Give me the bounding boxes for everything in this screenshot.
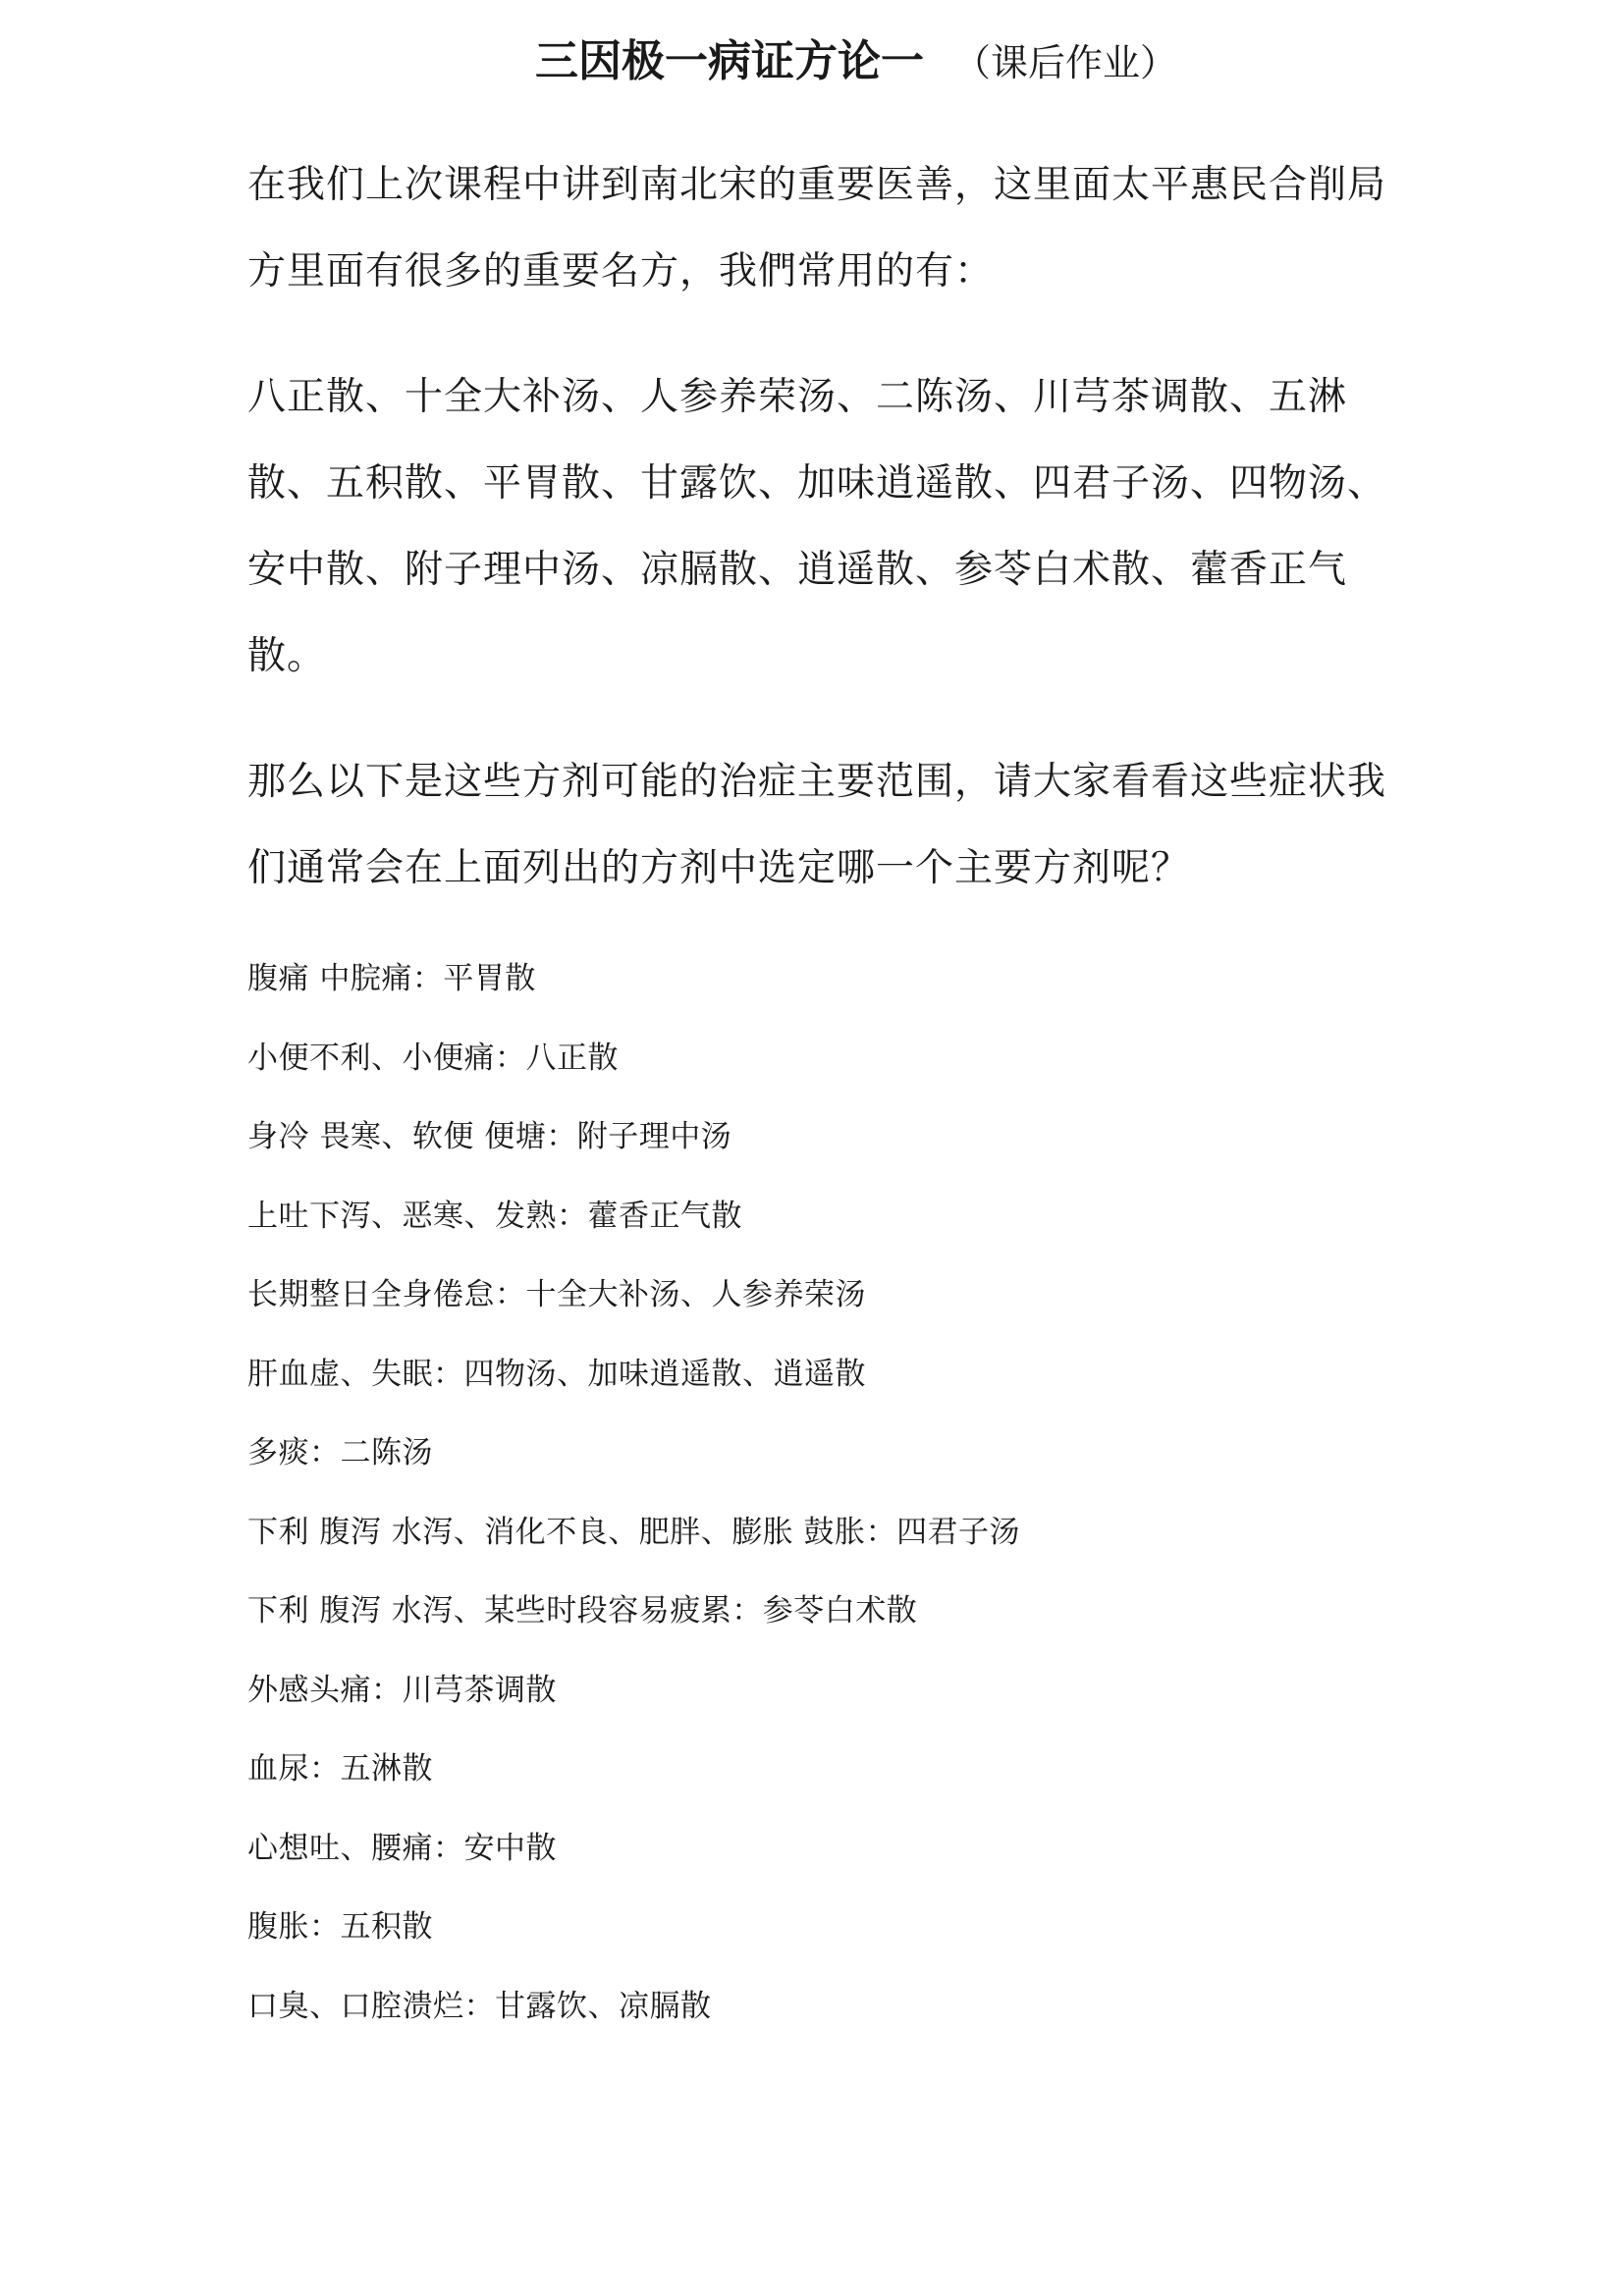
answer-separator: ： [557,1198,588,1234]
answer-item [247,1967,1386,2047]
formula-text: 四君子汤 [896,1514,1021,1550]
answer-item [247,1335,1386,1415]
answer-item [247,1177,1386,1256]
answer-separator: ： [546,1119,577,1154]
formula-text: 二陈汤 [340,1435,433,1470]
answer-item [247,1019,1386,1098]
symptom-text: 身冷 畏寒、软便 便塘 [247,1119,547,1154]
formula-text: 安中散 [463,1830,557,1866]
formula-text: 十全大补汤、人参养荣汤 [525,1277,866,1312]
answer-item [247,1414,1386,1493]
document-body [247,142,1386,2046]
answer-separator: ： [433,1356,464,1392]
symptom-text: 下利 腹泻 水泻、消化不良、肥胖、膨胀 鼓胀 [247,1514,866,1550]
answer-separator: ： [309,1751,341,1787]
formula-text: 附子理中汤 [576,1119,732,1154]
formula-text: 藿香正气散 [587,1198,742,1234]
page-title [0,27,1624,97]
symptom-text: 多痰 [247,1435,309,1470]
answer-item [247,1255,1386,1335]
symptom-text: 长期整日全身倦怠 [247,1277,495,1312]
symptom-text: 腹胀 [247,1909,309,1945]
answer-separator: ： [865,1514,897,1550]
formula-text: 四物汤、加味逍遥散、逍遥散 [463,1356,866,1392]
formula-text: 川芎茶调散 [402,1672,557,1708]
symptom-text: 腹痛 中脘痛 [247,961,412,996]
answer-item [247,1809,1386,1889]
answer-separator: ： [371,1672,403,1708]
answer-item [247,1493,1386,1573]
symptom-text: 上吐下泻、恶寒、发熟 [247,1198,557,1234]
answer-separator: ： [731,1593,763,1629]
formula-text: 甘露饮、凉膈散 [495,1988,712,2024]
formula-list-paragraph: 八正散、十全大补汤、人参养荣汤、二陈汤、川芎茶调散、五淋散、五积散、平胃散、甘露饮、加味逍遥散、四君子汤、四物汤、安中散、附子理中汤、凉膈散、逍遥散、参苓白术散、藿香正气散。 [247,375,1387,678]
title-main: 三因极一病证方论一 [534,36,924,86]
formula-text: 八正散 [525,1040,619,1076]
question-paragraph: 那么以下是这些方剂可能的治症主要范围，请大家看看这些症状我们通常会在上面列出的方剂中选定哪一个主要方剂呢？ [247,760,1387,890]
answer-separator: ： [433,1830,464,1866]
answer-separator: ： [463,1988,495,2024]
answer-item [247,1888,1386,1967]
formula-text: 五积散 [340,1909,433,1945]
formula-text: 参苓白术散 [762,1593,918,1629]
answer-separator: ： [495,1040,526,1076]
answer-item [247,1730,1386,1809]
symptom-text: 小便不利、小便痛 [247,1040,495,1076]
formula-text: 平胃散 [443,961,536,996]
answer-item [247,1097,1386,1177]
symptom-text: 外感头痛 [247,1672,371,1708]
answer-separator: ： [411,961,444,996]
answer-item [247,1651,1386,1731]
title-suffix: （课后作业） [952,41,1177,84]
formula-text: 五淋散 [340,1751,433,1787]
symptom-text: 口臭、口腔溃烂 [247,1988,464,2024]
symptom-text: 血尿 [247,1751,309,1787]
symptom-text: 肝血虚、失眠 [247,1356,433,1392]
symptom-text: 心想吐、腰痛 [247,1830,433,1866]
answer-separator: ： [309,1435,341,1470]
answer-list [247,939,1386,2046]
answer-item [247,939,1386,1019]
answer-separator: ： [309,1909,341,1945]
answer-separator: ： [495,1277,526,1312]
symptom-text: 下利 腹泻 水泻、某些时段容易疲累 [247,1593,732,1629]
intro-paragraph: 在我们上次课程中讲到南北宋的重要医善，这里面太平惠民合削局方里面有很多的重要名方，我們常用的有： [247,163,1387,294]
answer-item [247,1572,1386,1651]
